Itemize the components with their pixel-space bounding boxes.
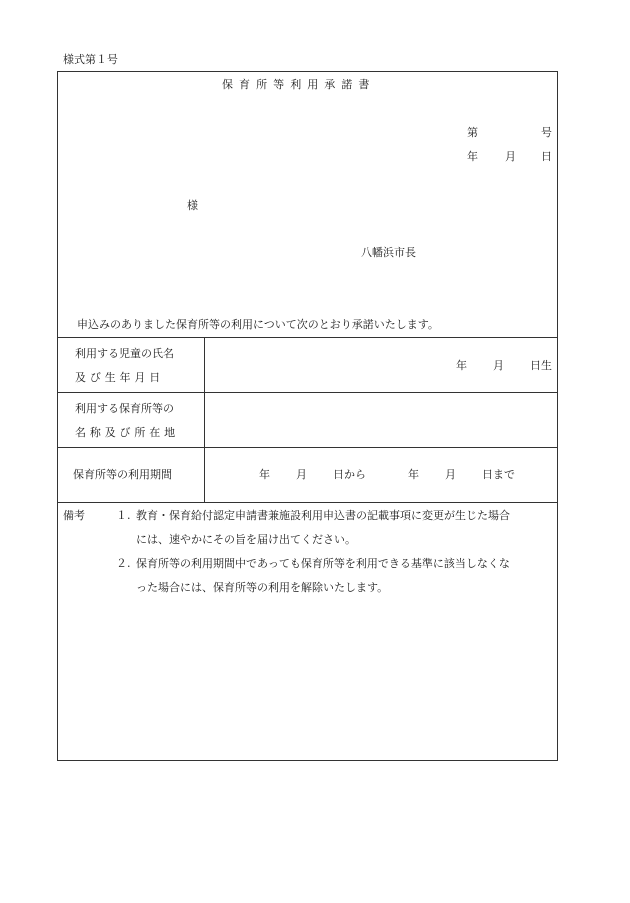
date-month: 月 [505,150,516,163]
remark-2-line1: 保育所等の利用期間中であっても保育所等を利用できる基準に該当しなくな [136,557,510,570]
row-divider [57,337,558,338]
facility-label-line2: 名称及び所在地 [75,426,179,439]
recipient-honorific: 様 [187,199,198,212]
period-from-year: 年 [259,468,270,481]
date-year: 年 [467,150,478,163]
child-label-line2: 及び生年月日 [75,371,165,384]
number-prefix: 第 [467,126,478,139]
remark-2-line2: った場合には、保育所等の利用を解除いたします。 [136,581,389,594]
remark-2-number: ２. [116,557,131,570]
child-birth-month: 月 [493,359,504,372]
facility-label-line1: 利用する保育所等の [75,402,174,415]
date-day: 日 [541,150,552,163]
intro-text: 申込みのありました保育所等の利用について次のとおり承諾いたします。 [77,318,439,331]
remark-1-line2: には、速やかにその旨を届け出てください。 [136,533,356,546]
number-suffix: 号 [541,126,552,139]
period-from-day: 日から [333,468,366,481]
period-from-month: 月 [296,468,307,481]
period-to-month: 月 [445,468,456,481]
period-to-year: 年 [408,468,419,481]
child-label-line1: 利用する児童の氏名 [75,347,174,360]
period-to-day: 日まで [482,468,515,481]
row-divider [57,447,558,448]
page-title: 保育所等利用承諾書 [222,78,376,91]
issuer-name: 八幡浜市長 [361,246,416,259]
form-frame [57,71,558,761]
remark-1-number: １. [116,509,131,522]
row-divider [57,392,558,393]
column-divider [204,337,205,502]
child-birth-day: 日生 [530,359,552,372]
form-number: 様式第１号 [63,53,118,66]
remark-1-line1: 教育・保育給付認定申請書兼施設利用申込書の記載事項に変更が生じた場合 [136,509,510,522]
row-divider [57,502,558,503]
child-birth-year: 年 [456,359,467,372]
remarks-label: 備考 [63,509,85,522]
period-label: 保育所等の利用期間 [73,468,172,481]
